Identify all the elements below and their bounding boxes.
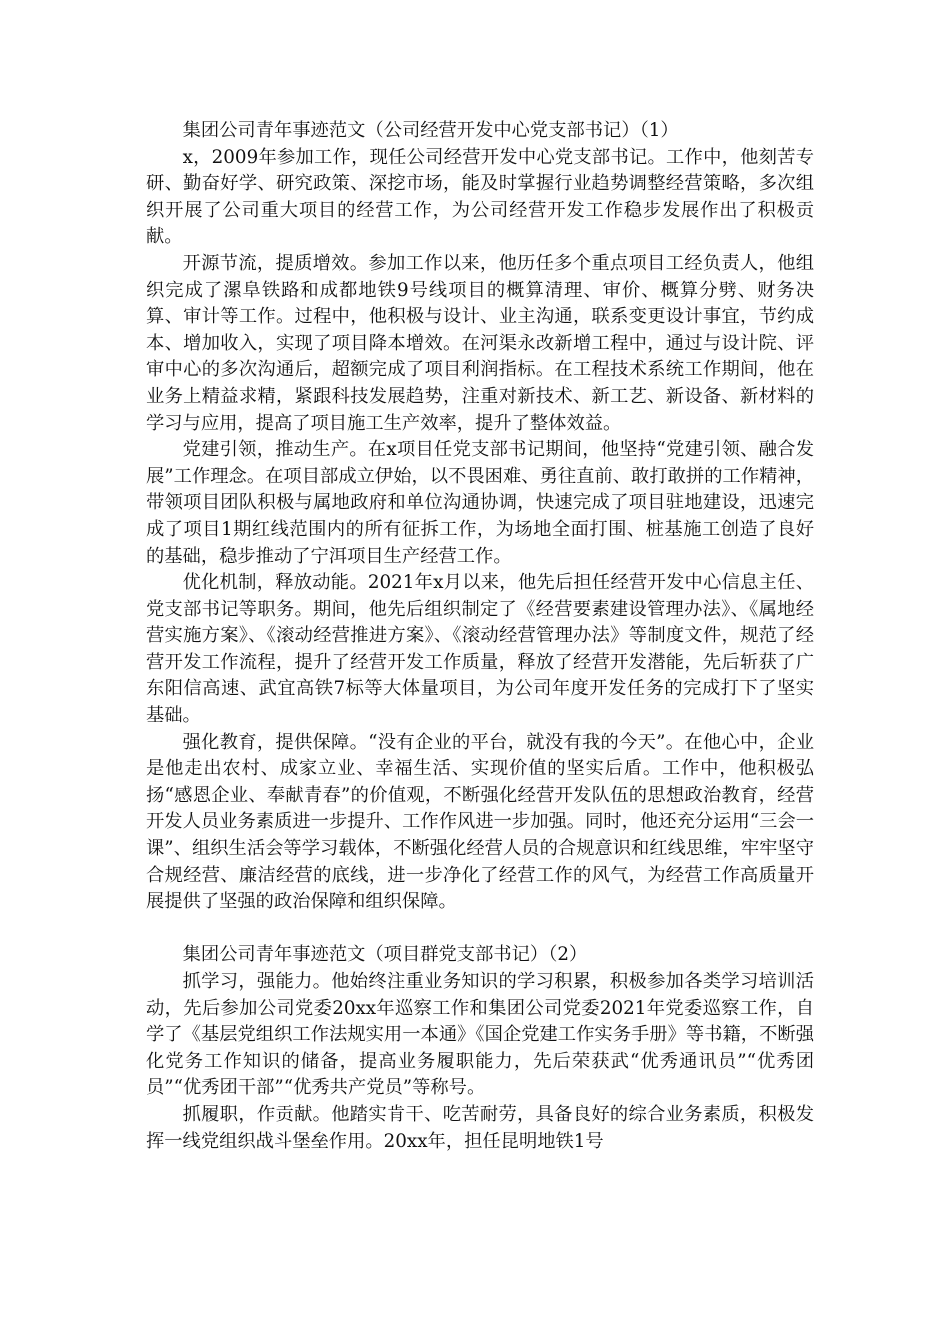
paragraph: 强化教育，提供保障。“没有企业的平台，就没有我的今天”。在他心中，企业是他走出农村、成家立业、幸福生活、实现价值的坚实后盾。工作中，他积极弘扬“感恩企业、奉献青春”的价值观，不断强化经营开发队伍的思想政治教育，经营开发人员业务素质进一步提升、工作作风进一步加强。同时，他还充分运用“三会一课”、组织生活会等学习载体，不断强化经营人员的合规意识和红线思维，牢牢坚守合规经营、廉洁经营的底线，进一步净化了经营工作的风气，为经营工作高质量开展提供了坚强的政治保障和组织保障。 [146,731,814,913]
paragraph: 抓学习，强能力。他始终注重业务知识的学习积累，积极参加各类学习培训活动，先后参加公司党委20xx年巡察工作和集团公司党委2021年党委巡察工作，自学了《基层党组织工作法规实用一本通》《国企党建工作实务手册》等书籍，不断强化党务工作知识的储备，提高业务履职能力，先后荣获武“优秀通讯员”“优秀团员”“优秀团干部”“优秀共产党员”等称号。 [146,971,814,1099]
paragraph: 党建引领，推动生产。在x项目任党支部书记期间，他坚持“党建引领、融合发展”工作理念。在项目部成立伊始，以不畏困难、勇往直前、敢打敢拼的工作精神，带领项目团队积极与属地政府和单位沟通协调，快速完成了项目驻地建设，迅速完成了项目1期红线范围内的所有征拆工作，为场地全面打围、桩基施工创造了良好的基础，稳步推动了宁洱项目生产经营工作。 [146,439,814,567]
section-2 [146,942,814,1155]
paragraph: x，2009年参加工作，现任公司经营开发中心党支部书记。工作中，他刻苦专研、勤奋好学、研究政策、深挖市场，能及时掌握行业趋势调整经营策略，多次组织开展了公司重大项目的经营工作，为公司经营开发工作稳步发展作出了积极贡献。 [146,146,814,248]
paragraph: 抓履职，作贡献。他踏实肯干、吃苦耐劳，具备良好的综合业务素质，积极发挥一线党组织战斗堡垒作用。20xx年，担任昆明地铁1号 [146,1103,814,1152]
section-1 [146,118,814,916]
section-title: 集团公司青年事迹范文（项目群党支部书记）（2） [182,944,588,966]
paragraph: 优化机制，释放动能。2021年x月以来，他先后担任经营开发中心信息主任、党支部书记等职务。期间，他先后组织制定了《经营要素建设管理办法》、《属地经营实施方案》、《滚动经营推进方案》、《滚动经营管理办法》等制度文件，规范了经营开发工作流程，提升了经营开发工作质量，释放了经营开发潜能，先后斩获了广东阳信高速、武宜高铁7标等大体量项目，为公司年度开发任务的完成打下了坚实基础。 [146,572,814,727]
document-page [146,118,814,1155]
section-title: 集团公司青年事迹范文（公司经营开发中心党支部书记）（1） [182,120,679,141]
paragraph: 开源节流，提质增效。参加工作以来，他历任多个重点项目工经负责人，他组织完成了漯阜铁路和成都地铁9号线项目的概算清理、审价、概算分劈、财务决算、审计等工作。过程中，他积极与设计、业主沟通，联系变更设计事宜，节约成本、增加收入，实现了项目降本增效。在河渠永改新增工程中，通过与设计院、评审中心的多次沟通后，超额完成了项目利润指标。在工程技术系统工作期间，他在业务上精益求精，紧跟科技发展趋势，注重对新技术、新工艺、新设备、新材料的学习与应用，提高了项目施工生产效率，提升了整体效益。 [146,252,814,434]
section-spacer [146,916,814,943]
